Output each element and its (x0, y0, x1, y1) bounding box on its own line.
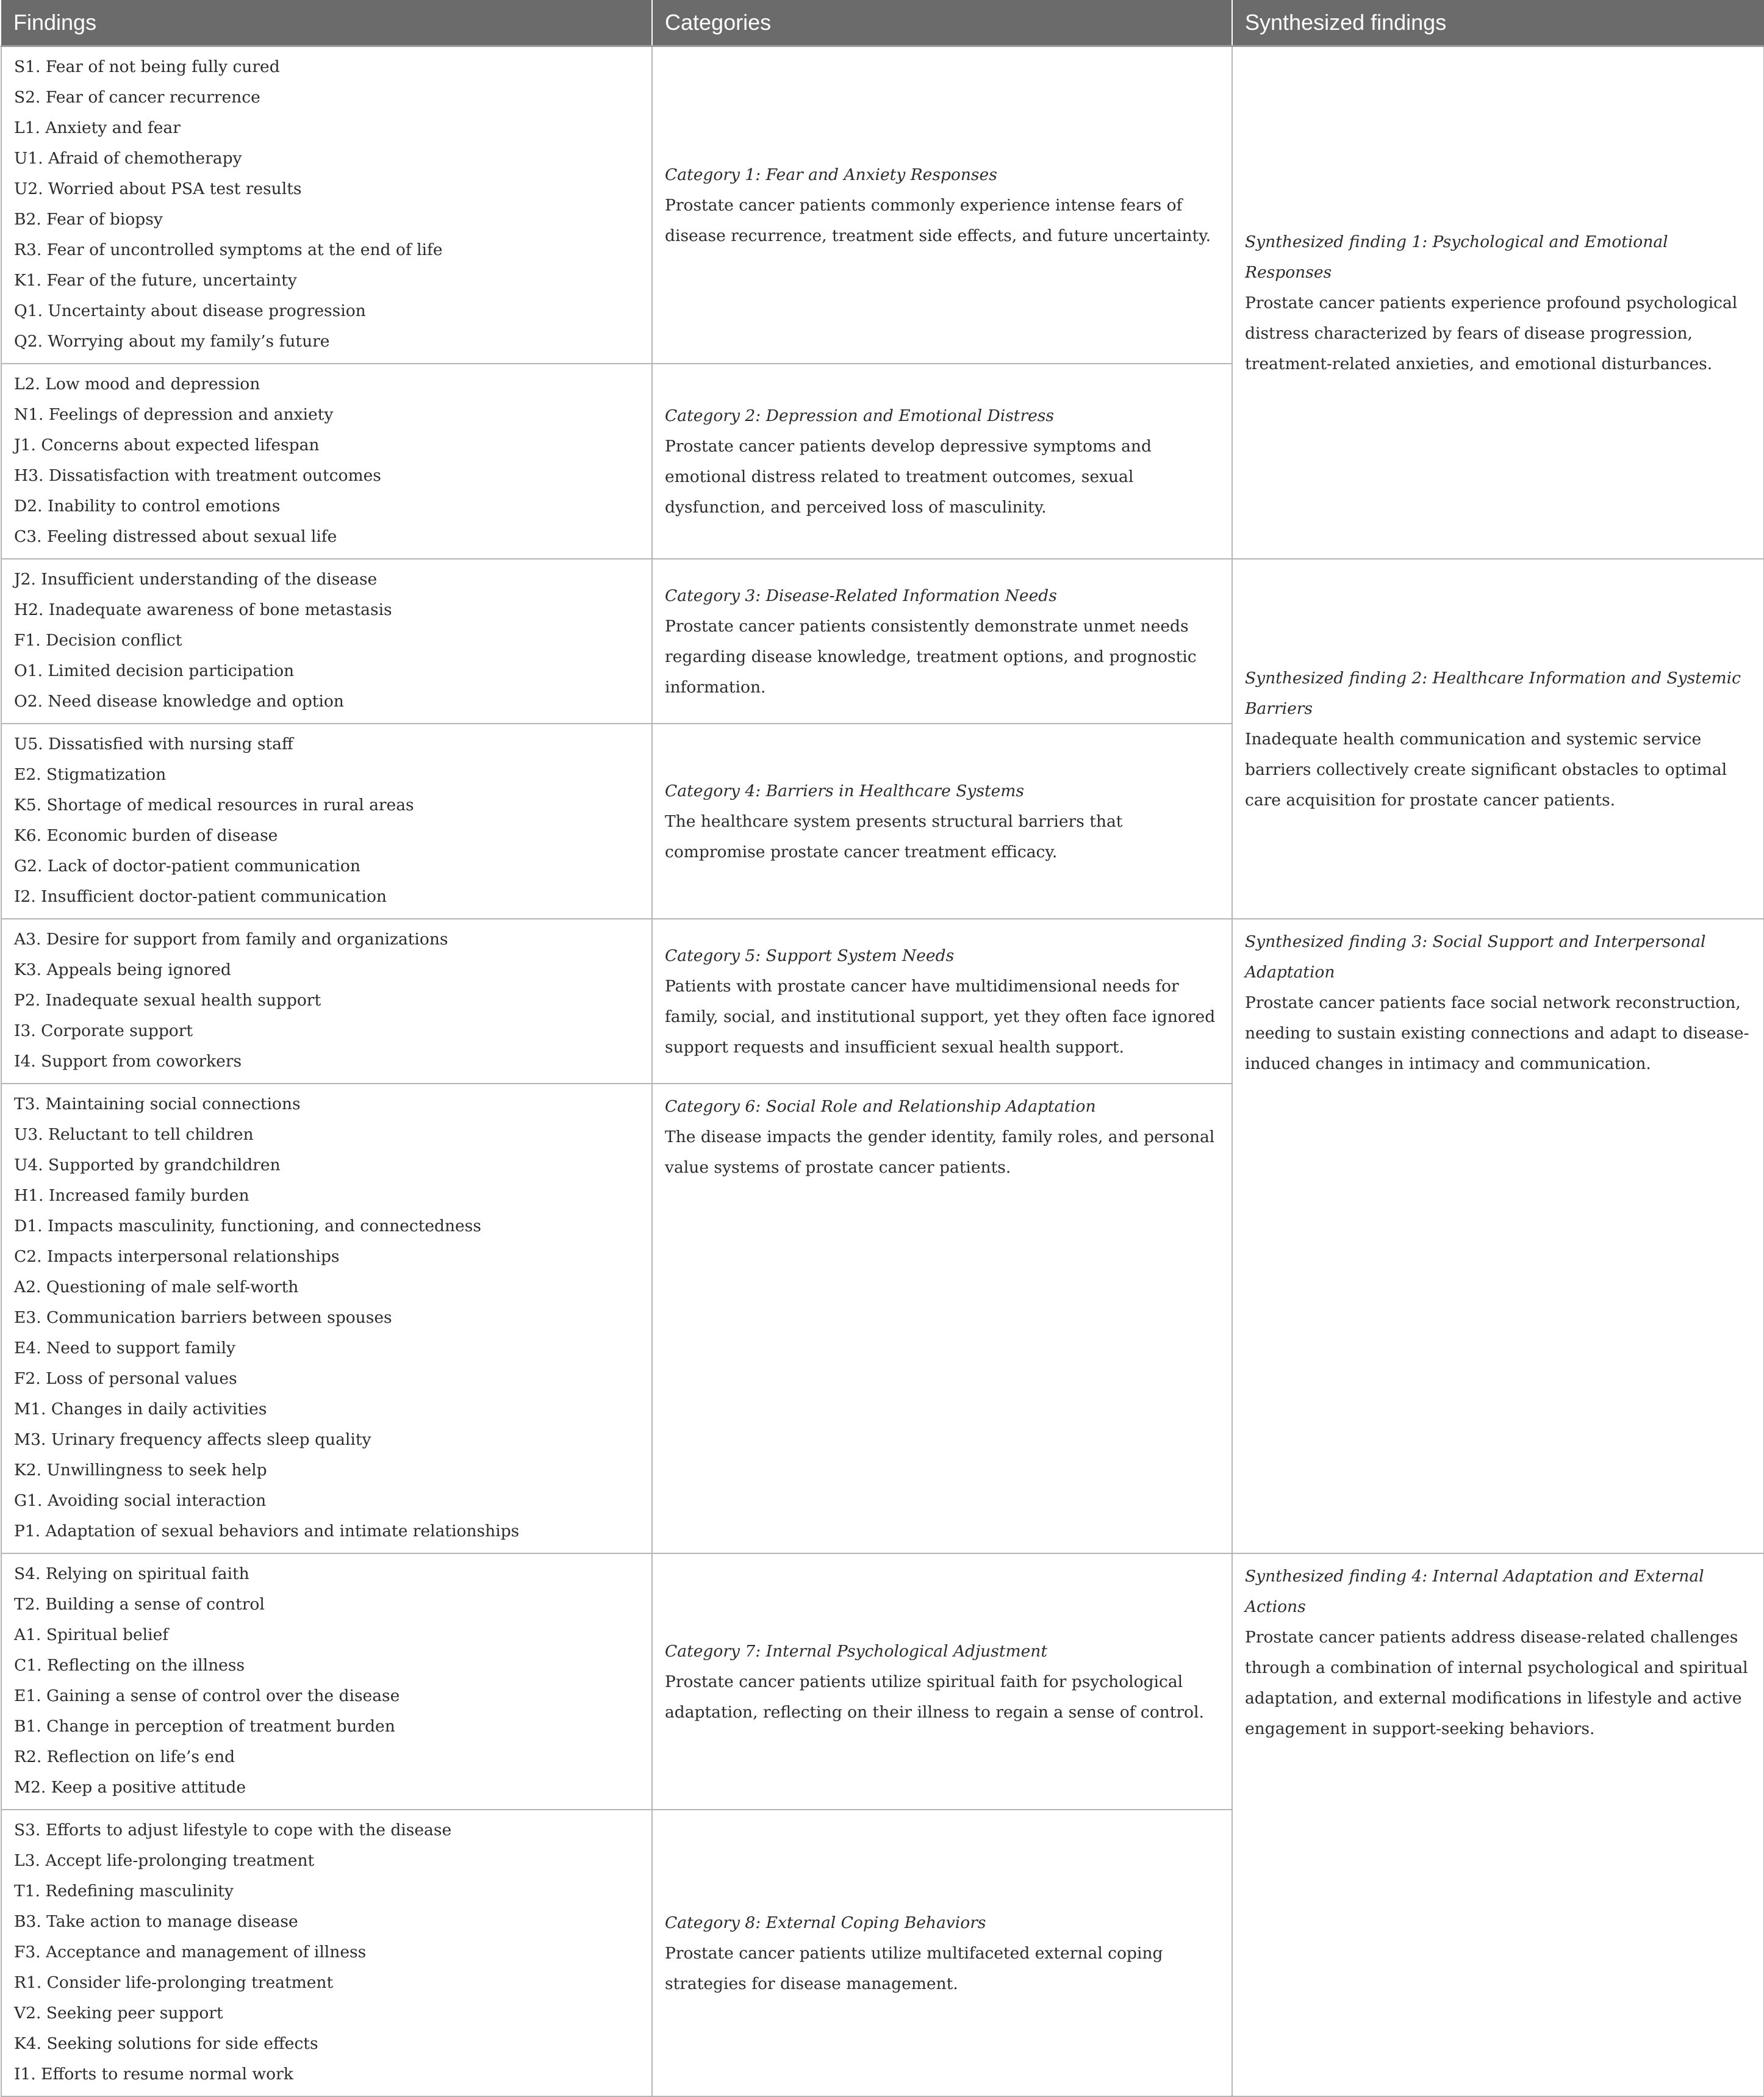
table-row (1, 559, 1764, 724)
finding-item: O1. Limited decision participation (14, 661, 295, 680)
finding-item: K5. Shortage of medical resources in rural areas (14, 796, 414, 815)
category-title: Category 5: Support System Needs (665, 946, 955, 965)
category-cell (652, 46, 1232, 364)
category-title: Category 6: Social Role and Relationship Adaptation (665, 1097, 1096, 1116)
synthesized-finding-cell (1232, 46, 1764, 559)
finding-item: D2. Inability to control emotions (14, 497, 281, 516)
finding-item: V2. Seeking peer support (14, 2004, 223, 2023)
category-description: Prostate cancer patients commonly experience intense fears of disease recurrence, treatment side effects, and future uncertainty. (665, 196, 1211, 245)
finding-item: E3. Communication barriers between spouses (14, 1308, 392, 1327)
finding-item: K3. Appeals being ignored (14, 960, 231, 979)
finding-item: R2. Reflection on life’s end (14, 1747, 235, 1766)
table-body (1, 46, 1764, 2097)
finding-item: S4. Relying on spiritual faith (14, 1564, 249, 1583)
finding-item: I1. Efforts to resume normal work (14, 2065, 293, 2084)
finding-item: E1. Gaining a sense of control over the disease (14, 1686, 400, 1705)
header-synthesized-findings: Synthesized findings (1232, 0, 1764, 46)
category-description: The disease impacts the gender identity, family roles, and personal value systems of prostate cancer patients. (665, 1128, 1215, 1177)
header-findings: Findings (1, 0, 652, 46)
synthesized-finding-description: Prostate cancer patients address disease-related challenges through a combination of internal psychological and spiritual adaptation, and external modifications in lifestyle and active engagement in support-seeking behaviors. (1245, 1628, 1748, 1738)
category-cell (652, 559, 1232, 724)
finding-item: I3. Corporate support (14, 1021, 193, 1040)
finding-item: B2. Fear of biopsy (14, 210, 163, 229)
finding-item: N1. Feelings of depression and anxiety (14, 405, 334, 424)
finding-item: B1. Change in perception of treatment burden (14, 1717, 395, 1736)
finding-item: I4. Support from coworkers (14, 1052, 242, 1071)
finding-item: R3. Fear of uncontrolled symptoms at the end of life (14, 240, 443, 259)
finding-item: K4. Seeking solutions for side effects (14, 2034, 318, 2053)
finding-item: P1. Adaptation of sexual behaviors and intimate relationships (14, 1522, 520, 1541)
header-categories: Categories (652, 0, 1232, 46)
category-title: Category 2: Depression and Emotional Distress (665, 406, 1055, 425)
finding-item: G1. Avoiding social interaction (14, 1491, 267, 1510)
finding-item: A2. Questioning of male self-worth (14, 1278, 299, 1297)
findings-cell (1, 1553, 652, 1810)
synthesized-finding-cell (1232, 1553, 1764, 2096)
finding-item: U2. Worried about PSA test results (14, 179, 302, 198)
synthesized-finding-description: Prostate cancer patients experience profound psychological distress characterized by fears of disease progression, treatment-related anxieties, and emotional disturbances. (1245, 293, 1738, 373)
finding-item: A1. Spiritual belief (14, 1625, 169, 1644)
finding-item: I2. Insufficient doctor-patient communication (14, 887, 387, 906)
finding-item: D1. Impacts masculinity, functioning, and connectedness (14, 1217, 481, 1236)
category-description: Prostate cancer patients utilize multifaceted external coping strategies for disease management. (665, 1944, 1163, 1993)
findings-cell (1, 724, 652, 919)
finding-item: T1. Redefining masculinity (14, 1882, 234, 1901)
findings-cell (1, 919, 652, 1084)
synthesized-finding-title: Synthesized finding 1: Psychological and Emotional Responses (1245, 232, 1668, 282)
finding-item: F1. Decision conflict (14, 631, 182, 650)
finding-item: H2. Inadequate awareness of bone metastasis (14, 600, 392, 619)
category-description: Prostate cancer patients utilize spiritual faith for psychological adaptation, reflecting on their illness to regain a sense of control. (665, 1672, 1204, 1722)
finding-item: H1. Increased family burden (14, 1186, 249, 1205)
category-title: Category 1: Fear and Anxiety Responses (665, 165, 997, 184)
finding-item: R1. Consider life-prolonging treatment (14, 1973, 334, 1992)
finding-item: M2. Keep a positive attitude (14, 1778, 246, 1797)
finding-item: Q2. Worrying about my family’s future (14, 332, 330, 351)
finding-item: C1. Reflecting on the illness (14, 1656, 245, 1675)
finding-item: F3. Acceptance and management of illness (14, 1943, 367, 1962)
category-cell (652, 724, 1232, 919)
header-row (1, 0, 1764, 46)
synthesized-finding-title: Synthesized finding 4: Internal Adaptation and External Actions (1245, 1567, 1704, 1616)
category-cell (652, 1810, 1232, 2096)
finding-item: U4. Supported by grandchildren (14, 1156, 281, 1174)
synthesized-finding-description: Prostate cancer patients face social network reconstruction, needing to sustain existing connections and adapt to disease-induced changes in intimacy and communication. (1245, 993, 1749, 1073)
finding-item: U3. Reluctant to tell children (14, 1125, 254, 1144)
category-cell (652, 364, 1232, 559)
findings-table (1, 0, 1764, 2097)
finding-item: L1. Anxiety and fear (14, 118, 181, 137)
finding-item: B3. Take action to manage disease (14, 1912, 298, 1931)
table-row (1, 46, 1764, 364)
finding-item: E2. Stigmatization (14, 765, 167, 784)
finding-item: L3. Accept life-prolonging treatment (14, 1851, 315, 1870)
finding-item: Q1. Uncertainty about disease progression (14, 301, 366, 320)
finding-item: J1. Concerns about expected lifespan (14, 436, 320, 455)
category-description: Prostate cancer patients consistently demonstrate unmet needs regarding disease knowledge, treatment options, and prognostic information. (665, 617, 1197, 697)
synthesized-finding-title: Synthesized finding 3: Social Support and Interpersonal Adaptation (1245, 932, 1706, 982)
finding-item: T3. Maintaining social connections (14, 1095, 301, 1113)
finding-item: M1. Changes in daily activities (14, 1400, 267, 1419)
category-title: Category 4: Barriers in Healthcare Systems (665, 782, 1025, 800)
finding-item: C3. Feeling distressed about sexual life (14, 527, 337, 546)
finding-item: S3. Efforts to adjust lifestyle to cope with the disease (14, 1821, 452, 1840)
synthesized-finding-title: Synthesized finding 2: Healthcare Information and Systemic Barriers (1245, 669, 1741, 718)
synthesized-finding-cell (1232, 559, 1764, 919)
category-cell (652, 919, 1232, 1084)
category-title: Category 8: External Coping Behaviors (665, 1913, 986, 1932)
finding-item: O2. Need disease knowledge and option (14, 692, 344, 711)
category-cell (652, 1553, 1232, 1810)
finding-item: C2. Impacts interpersonal relationships (14, 1247, 340, 1266)
finding-item: A3. Desire for support from family and organizations (14, 930, 448, 949)
category-cell (652, 1084, 1232, 1553)
findings-cell (1, 1810, 652, 2096)
finding-item: U1. Afraid of chemotherapy (14, 149, 242, 168)
category-title: Category 7: Internal Psychological Adjustment (665, 1642, 1048, 1661)
finding-item: L2. Low mood and depression (14, 375, 260, 394)
table-row (1, 919, 1764, 1084)
finding-item: U5. Dissatisfied with nursing staff (14, 735, 293, 754)
findings-cell (1, 364, 652, 559)
finding-item: H3. Dissatisfaction with treatment outcomes (14, 466, 381, 485)
synthesized-finding-description: Inadequate health communication and systemic service barriers collectively create significant obstacles to optimal care acquisition for prostate cancer patients. (1245, 730, 1727, 810)
finding-item: T2. Building a sense of control (14, 1595, 265, 1614)
category-description: Prostate cancer patients develop depressive symptoms and emotional distress related to treatment outcomes, sexual dysfunction, and perceived loss of masculinity. (665, 437, 1152, 517)
findings-cell (1, 46, 652, 364)
table-header (1, 0, 1764, 46)
finding-item: S1. Fear of not being fully cured (14, 57, 280, 76)
finding-item: P2. Inadequate sexual health support (14, 991, 321, 1010)
finding-item: S2. Fear of cancer recurrence (14, 88, 260, 107)
finding-item: E4. Need to support family (14, 1339, 235, 1358)
category-description: Patients with prostate cancer have multidimensional needs for family, social, and institutional support, yet they often face ignored support requests and insufficient sexual health support. (665, 977, 1216, 1057)
finding-item: M3. Urinary frequency affects sleep quality (14, 1430, 371, 1449)
finding-item: K2. Unwillingness to seek help (14, 1461, 267, 1480)
finding-item: K6. Economic burden of disease (14, 826, 278, 845)
finding-item: F2. Loss of personal values (14, 1369, 237, 1388)
category-title: Category 3: Disease-Related Information Needs (665, 586, 1057, 605)
finding-item: G2. Lack of doctor-patient communication (14, 857, 360, 876)
category-description: The healthcare system presents structural barriers that compromise prostate cancer treatment efficacy. (665, 812, 1123, 861)
finding-item: J2. Insufficient understanding of the disease (14, 570, 378, 589)
findings-cell (1, 559, 652, 724)
synthesized-finding-cell (1232, 919, 1764, 1553)
finding-item: K1. Fear of the future, uncertainty (14, 271, 297, 290)
findings-cell (1, 1084, 652, 1553)
table-row (1, 1553, 1764, 1810)
